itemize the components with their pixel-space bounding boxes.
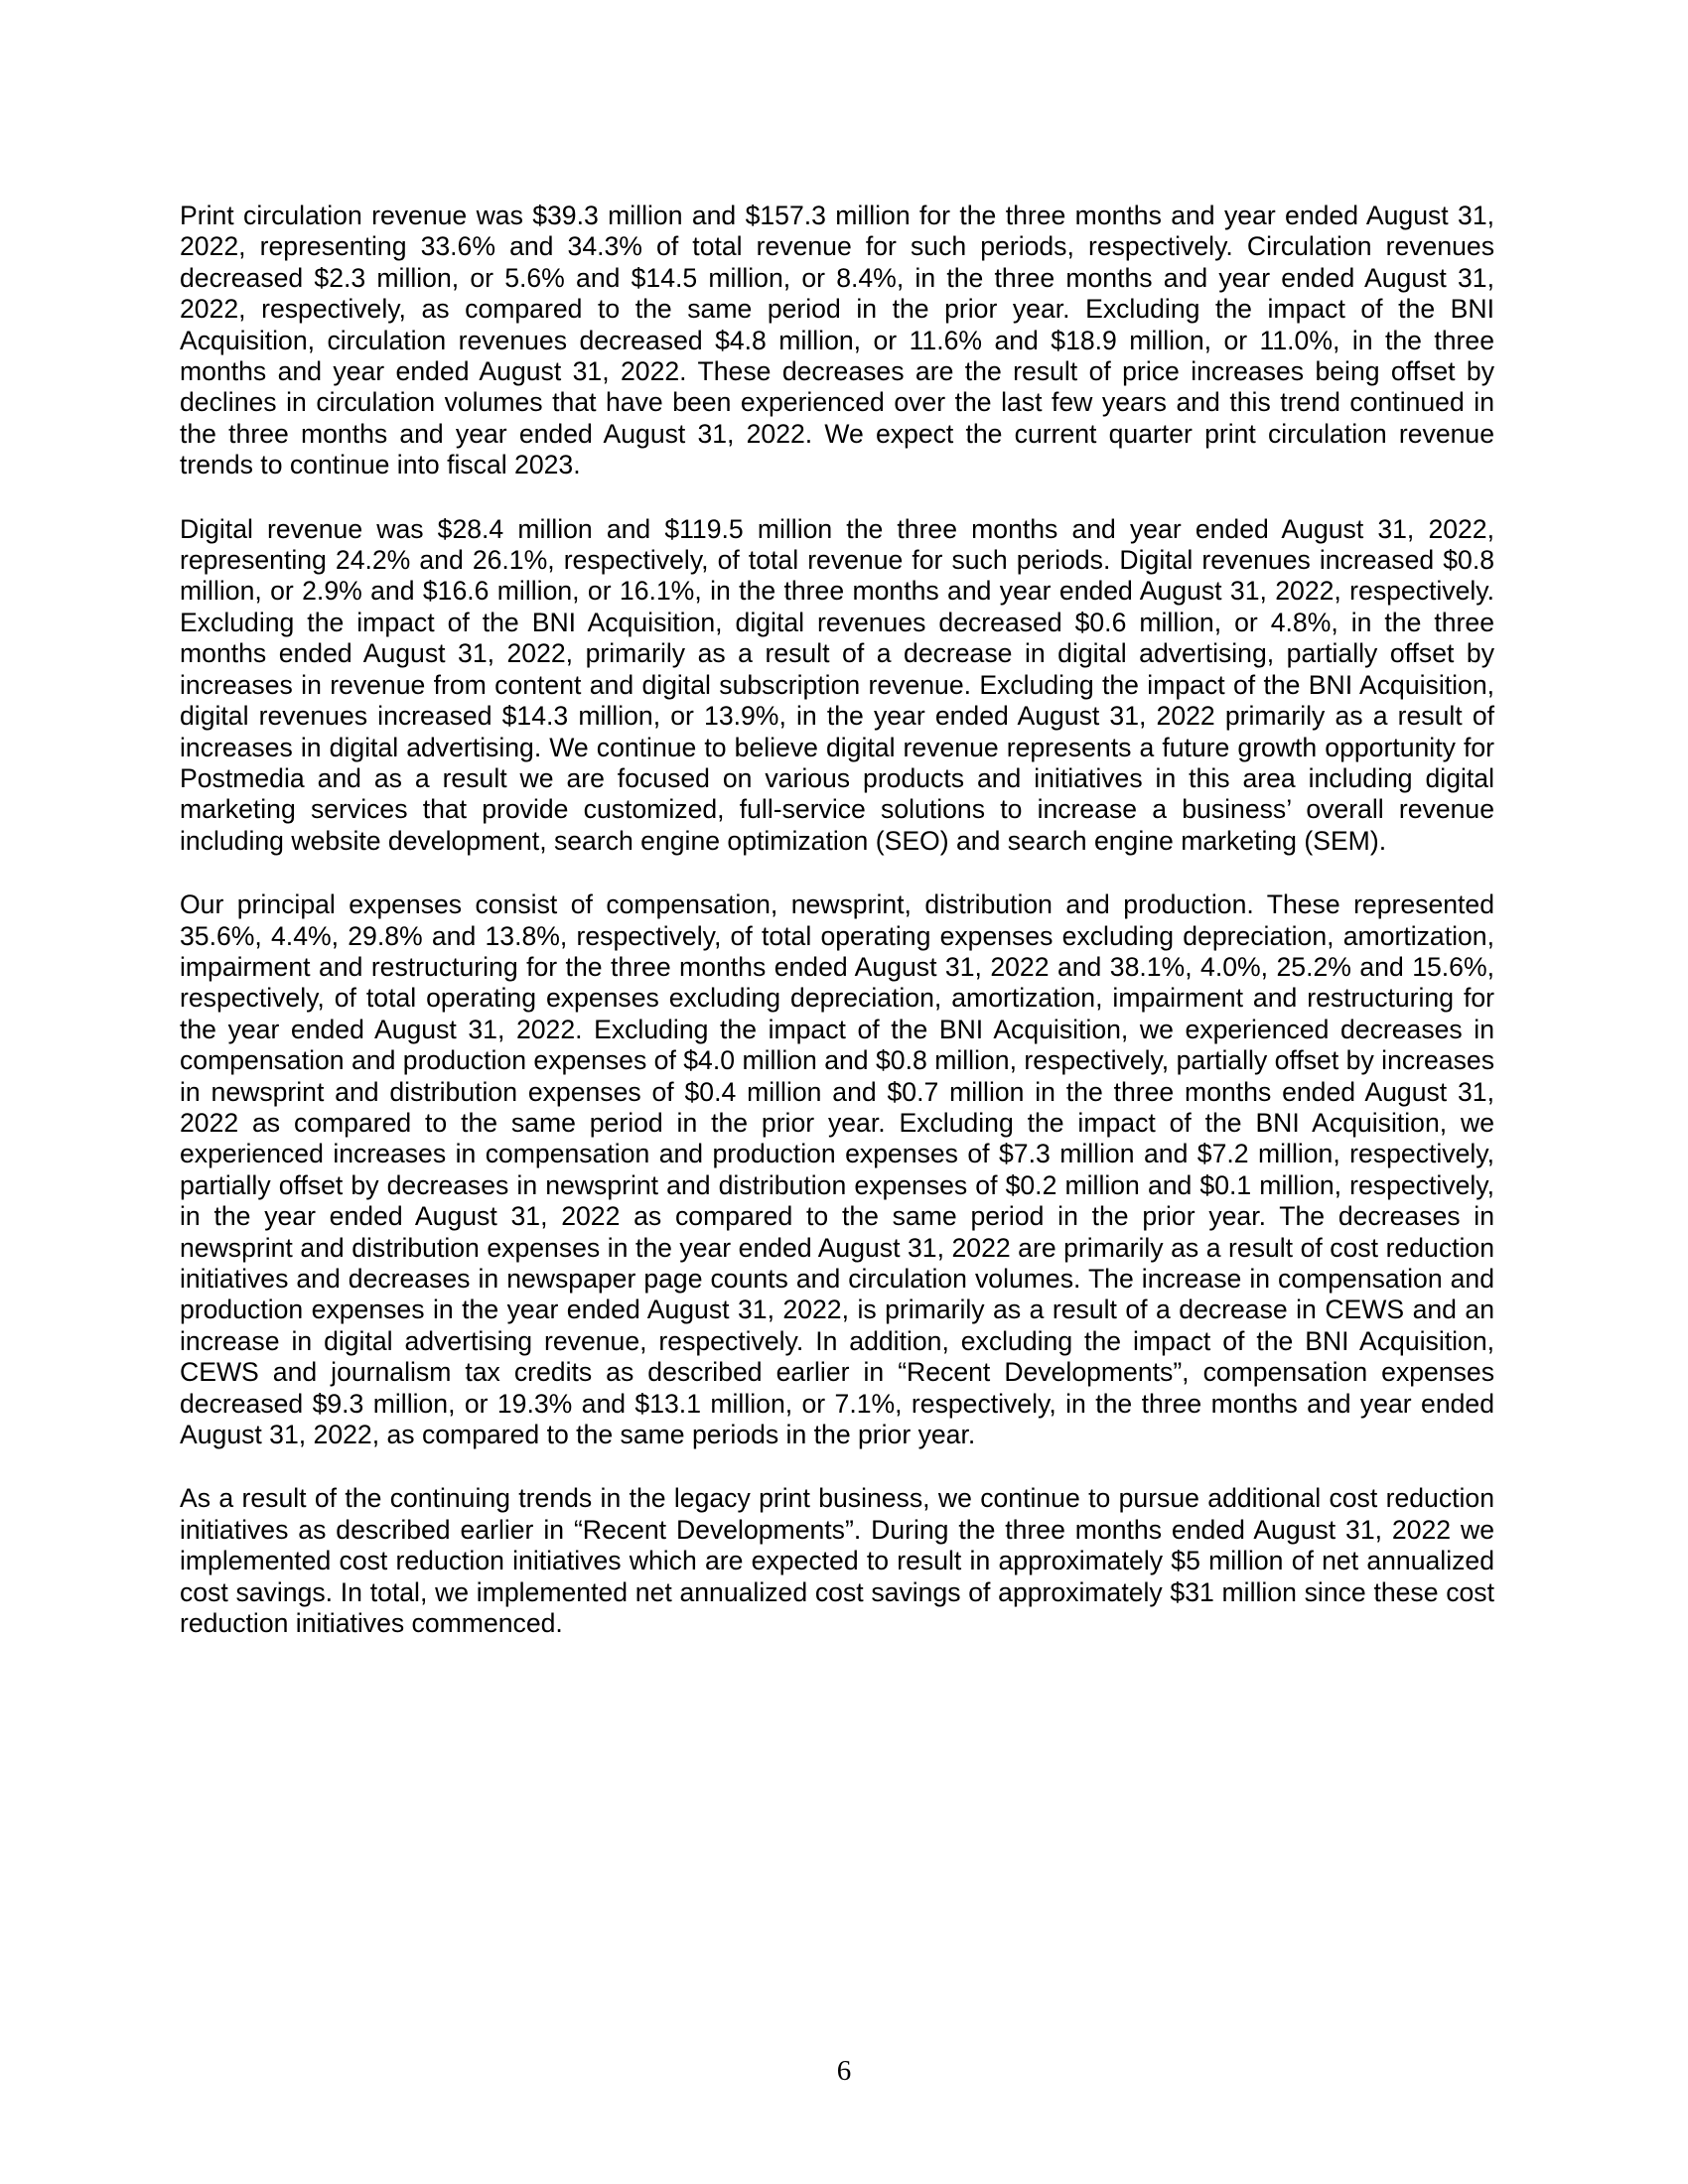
paragraph-print-circulation-revenue: Print circulation revenue was $39.3 million and $157.3 million for the three months and year ended August 31, 2022, representing 33.6% and 34.3% of total revenue for such periods, respectively. Circulation revenues decreased $2.3 million, or 5.6% and $14.5 million, or 8.4%, in the three months and year ended August 31, 2022, respectively, as compared to the same period in the prior year. Excluding the impact of the BNI Acquisition, circulation revenues decreased $4.8 million, or 11.6% and $18.9 million, or 11.0%, in the three months and year ended August 31, 2022. These decreases are the result of price increases being offset by declines in circulation volumes that have been experienced over the last few years and this trend continued in the three months and year ended August 31, 2022. We expect the current quarter print circulation revenue trends to continue into fiscal 2023. <box>180 201 1494 480</box>
paragraph-principal-expenses: Our principal expenses consist of compensation, newsprint, distribution and production. These represented 35.6%, 4.4%, 29.8% and 13.8%, respectively, of total operating expenses excluding depreciation, amortization, impairment and restructuring for the three months ended August 31, 2022 and 38.1%, 4.0%, 25.2% and 15.6%, respectively, of total operating expenses excluding depreciation, amortization, impairment and restructuring for the year ended August 31, 2022. Excluding the impact of the BNI Acquisition, we experienced decreases in compensation and production expenses of $4.0 million and $0.8 million, respectively, partially offset by increases in newsprint and distribution expenses of $0.4 million and $0.7 million in the three months ended August 31, 2022 as compared to the same period in the prior year. Excluding the impact of the BNI Acquisition, we experienced increases in compensation and production expenses of $7.3 million and $7.2 million, respectively, partially offset by decreases in newsprint and distribution expenses of $0.2 million and $0.1 million, respectively, in the year ended August 31, 2022 as compared to the same period in the prior year. The decreases in newsprint and distribution expenses in the year ended August 31, 2022 are primarily as a result of cost reduction initiatives and decreases in newspaper page counts and circulation volumes. The increase in compensation and production expenses in the year ended August 31, 2022, is primarily as a result of a decrease in CEWS and an increase in digital advertising revenue, respectively. In addition, excluding the impact of the BNI Acquisition, CEWS and journalism tax credits as described earlier in “Recent Developments”, compensation expenses decreased $9.3 million, or 19.3% and $13.1 million, or 7.1%, respectively, in the three months and year ended August 31, 2022, as compared to the same periods in the prior year. <box>180 889 1494 1450</box>
body-text <box>180 201 1494 1672</box>
page-number: 6 <box>836 2055 852 2087</box>
paragraph-digital-revenue: Digital revenue was $28.4 million and $119.5 million the three months and year ended August 31, 2022, representing 24.2% and 26.1%, respectively, of total revenue for such periods. Digital revenues increased $0.8 million, or 2.9% and $16.6 million, or 16.1%, in the three months and year ended August 31, 2022, respectively. Excluding the impact of the BNI Acquisition, digital revenues decreased $0.6 million, or 4.8%, in the three months ended August 31, 2022, primarily as a result of a decrease in digital advertising, partially offset by increases in revenue from content and digital subscription revenue. Excluding the impact of the BNI Acquisition, digital revenues increased $14.3 million, or 13.9%, in the year ended August 31, 2022 primarily as a result of increases in digital advertising. We continue to believe digital revenue represents a future growth opportunity for Postmedia and as a result we are focused on various products and initiatives in this area including digital marketing services that provide customized, full-service solutions to increase a business’ overall revenue including website development, search engine optimization (SEO) and search engine marketing (SEM). <box>180 513 1494 856</box>
paragraph-cost-reduction: As a result of the continuing trends in the legacy print business, we continue to pursue additional cost reduction initiatives as described earlier in “Recent Developments”. During the three months ended August 31, 2022 we implemented cost reduction initiatives which are expected to result in approximately $5 million of net annualized cost savings. In total, we implemented net annualized cost savings of approximately $31 million since these cost reduction initiatives commenced. <box>180 1483 1494 1639</box>
